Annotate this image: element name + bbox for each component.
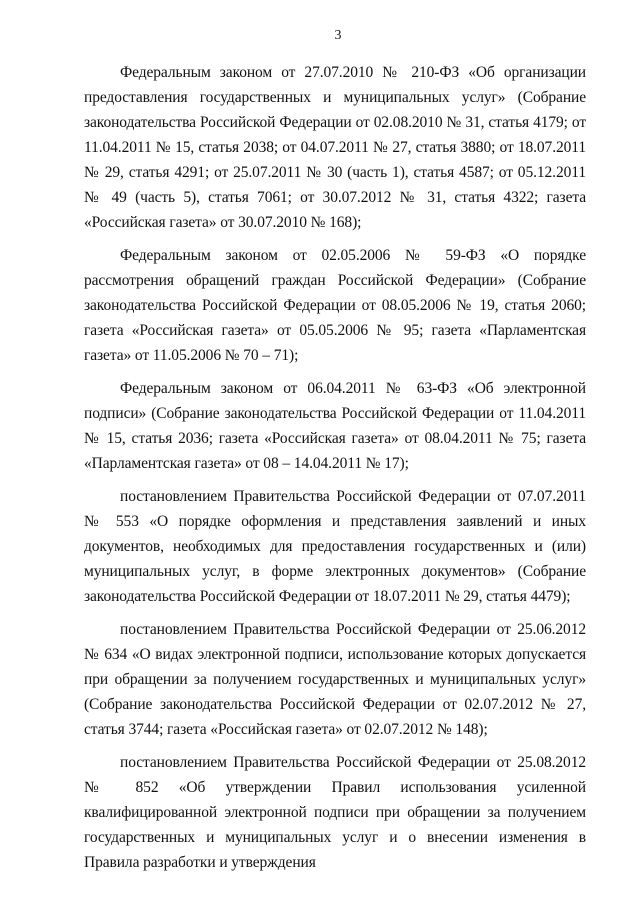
- paragraph-law-59-fz: Федеральным законом от 02.05.2006 № 59-ФЗ «О порядке рассмотрения обращений граждан Российской Федерации» (Собрание законодательства Российской Федерации от 08.05.2006 № 19, статья 2060; газета «Российская газета» от 05.05.2006 № 95; газета «Парламентская газета» от 11.05.2006 № 70 – 71);: [84, 247, 586, 364]
- paragraph-resolution-553: постановлением Правительства Российской Федерации от 07.07.2011 № 553 «О порядке оформления и представления заявлений и иных документов, необходимых для предоставления государственных и (или) муниципальных услуг, в форме электронных документов» (Собрание законодательства Российской Федерации от 18.07.2011 № 29, статья 4479);: [84, 488, 586, 605]
- paragraph-law-63-fz: Федеральным законом от 06.04.2011 № 63-ФЗ «Об электронной подписи» (Собрание законодательства Российской Федерации от 11.04.2011 № 15, статья 2036; газета «Российская газета» от 08.04.2011 № 75; газета «Парламентская газета» от 08 – 14.04.2011 № 17);: [84, 380, 586, 472]
- paragraph-resolution-852: постановлением Правительства Российской Федерации от 25.08.2012 № 852 «Об утверждении Правил использования усиленной квалифицированной электронной подписи при обращении за получением государственных и муниципальных услуг и о внесении изменения в Правила разработки и утверждения: [84, 754, 586, 871]
- paragraph-law-210-fz: Федеральным законом от 27.07.2010 № 210-ФЗ «Об организации предоставления государственных и муниципальных услуг» (Собрание законодательства Российской Федерации от 02.08.2010 № 31, статья 4179; от 11.04.2011 № 15, статья 2038; от 04.07.2011 № 27, статья 3880; от 18.07.2011 № 29, статья 4291; от 25.07.2011 № 30 (часть 1), статья 4587; от 05.12.2011 № 49 (часть 5), статья 7061; от 30.07.2012 № 31, статья 4322; газета «Российская газета» от 30.07.2010 № 168);: [84, 64, 586, 231]
- paragraph-resolution-634: постановлением Правительства Российской Федерации от 25.06.2012 № 634 «О видах электронной подписи, использование которых допускается при обращении за получением государственных и муниципальных услуг» (Собрание законодательства Российской Федерации от 02.07.2012 № 27, статья 3744; газета «Российская газета» от 02.07.2012 № 148);: [84, 621, 586, 738]
- page-number: 3: [334, 28, 342, 43]
